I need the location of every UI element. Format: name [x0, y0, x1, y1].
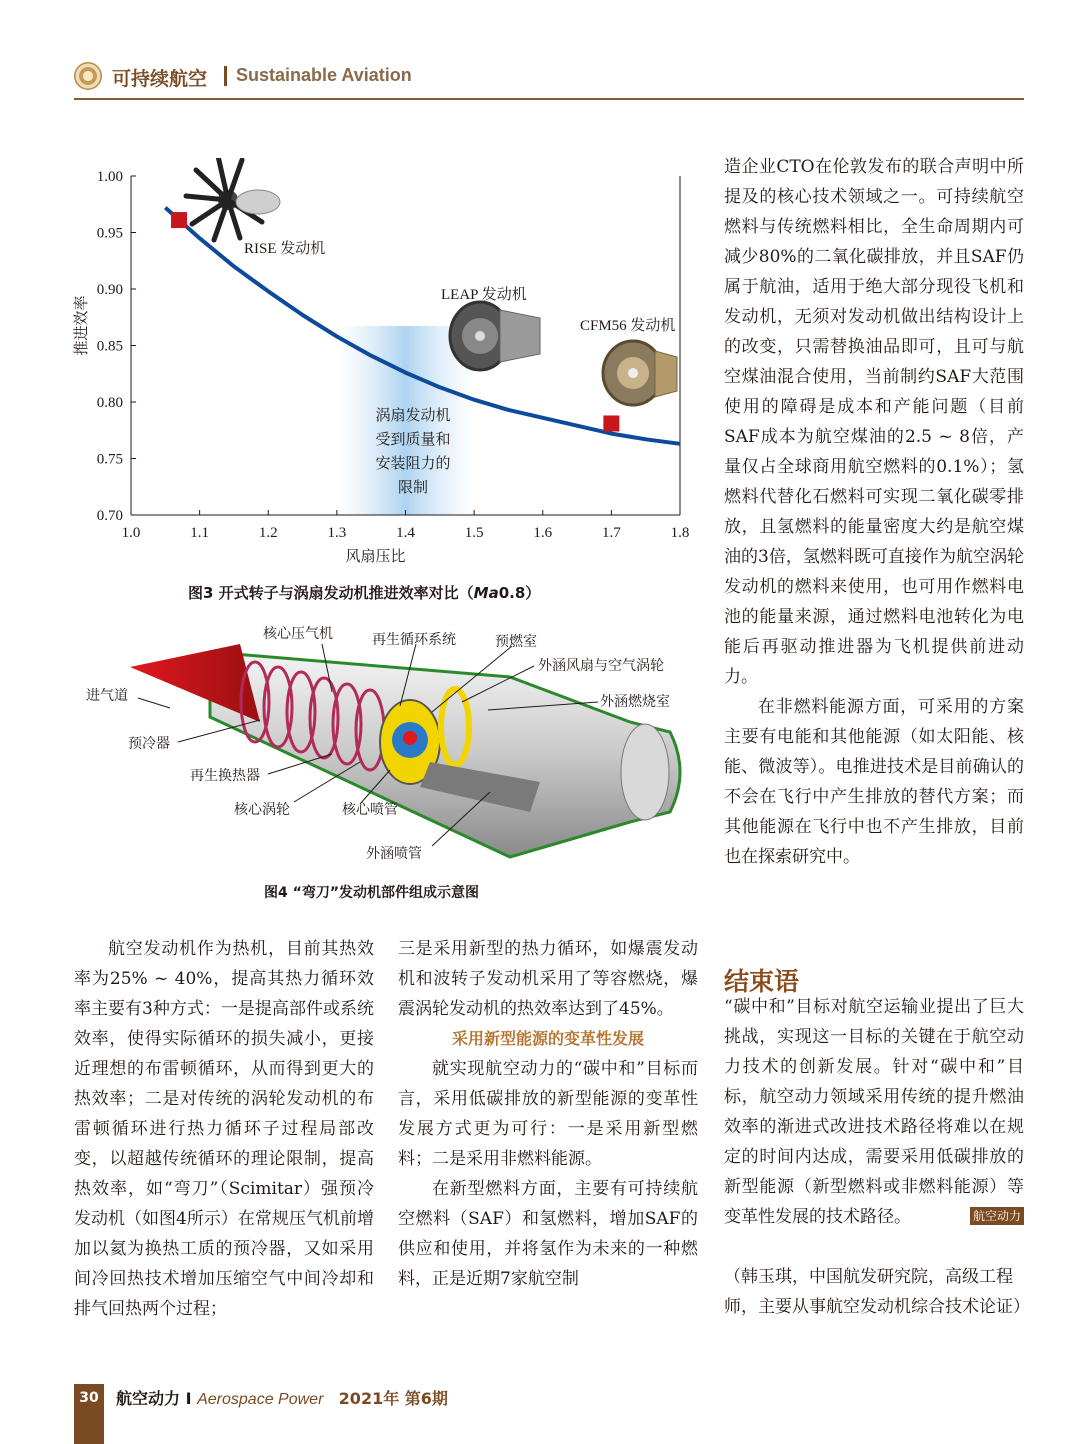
label-bypass-combustor: 外涵燃烧室 — [600, 694, 670, 710]
label-regen-cycle: 再生循环系统 — [372, 632, 456, 648]
y-tick-label: 1.00 — [96, 169, 123, 185]
x-tick-label: 1.1 — [190, 525, 209, 541]
x-tick-label: 1.3 — [327, 525, 347, 541]
footer-journal — [116, 1386, 448, 1409]
subsection-heading: 采用新型能源的变革性发展 — [451, 1029, 644, 1048]
pre-combustor-dot — [403, 731, 417, 745]
figure4-diagram — [70, 622, 710, 872]
y-tick-label: 0.70 — [96, 508, 123, 524]
x-tick-label: 1.6 — [533, 525, 553, 541]
label-regen-exchanger: 再生换热器 — [190, 768, 260, 784]
figure3-caption-prefix: 图3 开式转子与涡扇发动机推进效率对比（ — [188, 584, 474, 602]
y-tick-label: 0.80 — [96, 395, 123, 411]
label-core-nozzle: 核心喷管 — [342, 802, 398, 818]
label-precooler: 预冷器 — [128, 736, 170, 752]
y-axis-label: 推进效率 — [74, 295, 90, 356]
band-annotation-line: 涡扇发动机 — [375, 408, 451, 424]
author-note: （韩玉琪，中国航发研究院，高级工程师，主要从事航空发动机综合技术论证） — [724, 1267, 1030, 1317]
left-column — [74, 934, 374, 1324]
label-core-compressor: 核心压气机 — [263, 626, 333, 642]
paragraph: 在新型燃料方面，主要有可持续航空燃料（SAF）和氢燃料，增加SAF的供应和使用，并将氢作为未来的一种燃料，正是近期7家航空制 — [398, 1179, 698, 1289]
right-column-top — [724, 152, 1024, 872]
paragraph: 航空发动机作为热机，目前其热效率为25% ~ 40%，提高其热力循环效率主要有3种方式：一是提高部件或系统效率，使得实际循环的损失减小，更接近理想的布雷顿循环，从而得到更大的热效率；二是对传统的涡轮发动机的布雷顿循环进行热力循环子过程局部改变，以超越传统循环的理论限制，提高热效率，如“弯刀”（Scimitar）强预冷发动机（如图4所示）在常规压气机前增加以氦为换热工质的预冷器，又如采用间冷回热技术增加压缩空气中间冷却和排气回热两个过程； — [74, 939, 374, 1319]
paragraph: 就实现航空动力的“碳中和”目标而言，采用低碳排放的新型能源的变革性发展方式更为可行：一是采用新型燃料；二是采用非燃料能源。 — [398, 1059, 698, 1169]
conclusion-paragraph: “碳中和”目标对航空运输业提出了巨大挑战，实现这一目标的关键在于航空动力技术的创新发展。针对“碳中和”目标，航空动力领域采用传统的提升燃油效率的渐进式改进技术路径将难以在规定的时间内达成，需要采用低碳排放的新型能源（新型燃料或非燃料能源）等变革性发展的技术路径。 — [724, 997, 1024, 1227]
leap-engine-icon — [450, 302, 540, 370]
y-tick-label: 0.95 — [96, 225, 123, 242]
bypass-nozzle-exit — [621, 724, 669, 820]
middle-column — [398, 934, 698, 1294]
band-annotation-line: 限制 — [397, 480, 429, 496]
label-pre-combustor: 预燃室 — [495, 634, 537, 650]
figure4-caption: 图4 “弯刀”发动机部件组成示意图 — [264, 885, 480, 901]
issue-label: 2021年 第6期 — [338, 1389, 448, 1408]
journal-name-en: Aerospace Power — [197, 1391, 324, 1408]
y-tick-label: 0.85 — [96, 338, 123, 355]
section-title-cn: 可持续航空 — [112, 68, 208, 90]
x-tick-label: 1.0 — [121, 525, 141, 541]
label-inlet: 进气道 — [86, 688, 128, 704]
conclusion-heading: 结束语 — [724, 967, 800, 996]
cfm56-engine-label: CFM56 发动机 — [580, 318, 676, 334]
leap-engine-label: LEAP 发动机 — [441, 287, 527, 303]
paragraph: 造企业CTO在伦敦发布的联合声明中所提及的核心技术领域之一。可持续航空燃料与传统燃料相比，全生命周期内可减少80%的二氧化碳排放，并且SAF仍属于航油，适用于绝大部分现役飞机和发动机，无须对发动机做出结构设计上的改变，只需替换油品即可，且可与航空煤油混合使用，当前制约SAF大范围使用的障碍是成本和产能问题（目前SAF成本为航空煤油的2.5 ~ 8倍，产量仅占全球商用航空燃料的0.1%）；氢燃料代替化石燃料可实现二氧化碳零排放，且氢燃料的能量密度大约是航空煤油的3倍，氢燃料既可直接作为航空涡轮发动机的燃料来使用，也可用作燃料电池的能量来源，通过燃料电池转化为电能后再驱动推进器为飞机提供前进动力。 — [724, 157, 1024, 687]
x-axis-label: 风扇压比 — [345, 549, 406, 565]
conclusion-text — [724, 992, 1024, 1232]
y-tick-label: 0.90 — [96, 282, 123, 298]
page-number: 30 — [79, 1390, 99, 1406]
journal-separator: I — [180, 1389, 198, 1408]
journal-logo-icon — [74, 62, 102, 90]
paragraph: 三是采用新型的热力循环，如爆震发动机和波转子发动机采用了等容燃烧，爆震涡轮发动机的热效率达到了45%。 — [398, 939, 698, 1019]
journal-name-cn: 航空动力 — [116, 1389, 181, 1408]
figure3-caption-suffix: 0.8） — [498, 584, 541, 602]
scimitar-engine-svg — [70, 622, 710, 872]
x-tick-label: 1.2 — [258, 525, 278, 541]
x-tick-label: 1.7 — [602, 525, 621, 541]
x-tick-label: 1.4 — [396, 525, 415, 541]
header-rule — [74, 98, 1024, 100]
header-divider — [224, 66, 227, 86]
band-annotation-line: 受到质量和 — [375, 432, 451, 448]
efficiency-chart-svg — [68, 158, 698, 578]
x-tick-label: 1.8 — [670, 525, 690, 541]
page-header — [74, 60, 1024, 100]
paragraph — [724, 992, 1024, 1232]
engine-data-point — [603, 415, 619, 431]
label-bypass-nozzle: 外涵喷管 — [366, 846, 422, 862]
end-mark: 航空动力 — [970, 1207, 1024, 1225]
cfm56-engine-icon — [603, 341, 677, 405]
y-tick-label: 0.75 — [96, 451, 123, 468]
label-core-turbine: 核心涡轮 — [234, 802, 290, 818]
figure3-caption — [188, 582, 540, 603]
rise-engine-icon — [186, 158, 280, 240]
section-title-en: Sustainable Aviation — [236, 65, 412, 85]
rise-engine-label: RISE 发动机 — [244, 241, 326, 257]
band-annotation-line: 安装阻力的 — [375, 456, 451, 472]
x-tick-label: 1.5 — [464, 525, 484, 541]
engine-data-point — [171, 212, 187, 228]
label-bypass-fan: 外涵风扇与空气涡轮 — [538, 658, 664, 674]
paragraph: 在非燃料能源方面，可采用的方案主要有电能和其他能源（如太阳能、核能、微波等）。电推进技术是目前确认的不会在飞行中产生排放的替代方案；而其他能源在飞行中也不产生排放，目前也在探索研究中。 — [724, 697, 1024, 867]
figure3-chart — [68, 158, 698, 578]
figure3-caption-italic: Ma — [473, 584, 499, 602]
